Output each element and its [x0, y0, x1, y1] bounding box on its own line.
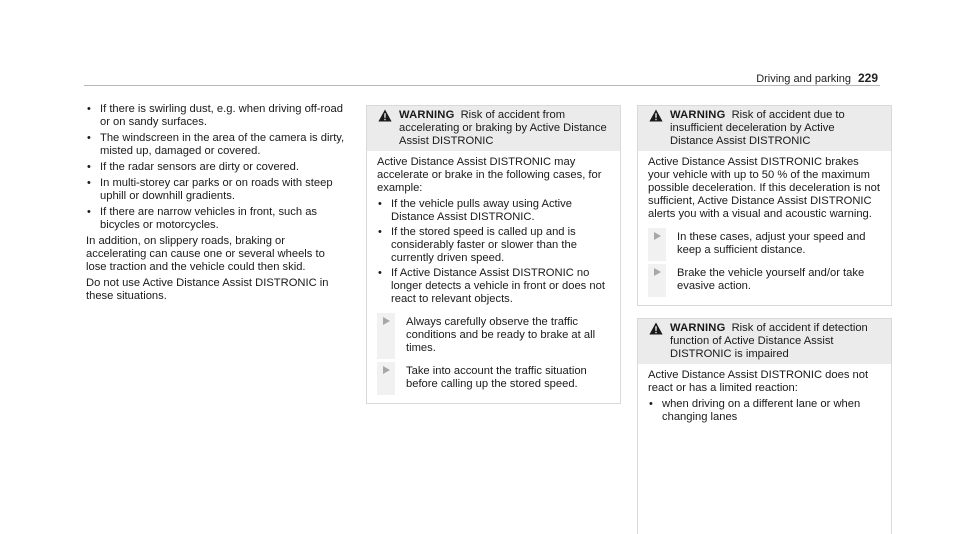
arrow-right-icon: [383, 317, 390, 325]
warning-bullet-list: [377, 198, 610, 306]
warning-heading: Risk of accident from accelerating or braking by Active Distance Assist DISTRONIC: [399, 109, 607, 147]
header-rule: [84, 85, 880, 86]
list-item: • If there is swirling dust, e.g. when driving off-road or on sandy surfaces.: [86, 103, 348, 129]
left-column: [86, 103, 348, 306]
list-item: • If the radar sensors are dirty or covered.: [86, 161, 348, 174]
section-title: Driving and parking: [756, 73, 851, 85]
instruction-step: [377, 365, 610, 391]
warning-header: [367, 106, 620, 151]
warning-box-insufficient-deceleration: [637, 105, 892, 306]
warning-triangle-icon: [649, 322, 663, 335]
list-item: • If Active Distance Assist DISTRONIC no longer detects a vehicle in front or does not react to relevant objects.: [377, 267, 610, 306]
warning-heading: Risk of accident if detection function of Active Distance Assist DISTRONIC is impaired: [670, 322, 868, 360]
step-text: Take into account the traffic situation before calling up the stored speed.: [406, 365, 587, 390]
instruction-step: [377, 316, 610, 355]
warning-header: [638, 319, 891, 364]
list-item: • when driving on a different lane or when changing lanes: [648, 398, 881, 424]
warning-label: WARNING: [399, 109, 455, 121]
paragraph-do-not-use: Do not use Active Distance Assist DISTRONIC in these situations.: [86, 277, 329, 302]
warning-label: WARNING: [670, 109, 726, 121]
page-header: [756, 71, 878, 85]
warning-bullet-list: [648, 398, 881, 424]
warning-intro: Active Distance Assist DISTRONIC may accelerate or brake in the following cases, for example:: [377, 156, 602, 194]
paragraph-slippery-roads: In addition, on slippery roads, braking or accelerating can cause one or several wheels to lose traction and the vehicle could then skid.: [86, 235, 325, 273]
warning-triangle-icon: [649, 109, 663, 122]
warning-intro: Active Distance Assist DISTRONIC does not react or has a limited reaction:: [648, 369, 869, 394]
warning-label: WARNING: [670, 322, 726, 334]
list-item: • If there are narrow vehicles in front, such as bicycles or motorcycles.: [86, 206, 348, 232]
step-text: Always carefully observe the traffic conditions and be ready to brake at all times.: [406, 316, 596, 354]
warning-box-accelerating-braking: [366, 105, 621, 404]
instruction-step: [648, 231, 881, 257]
page-number: 229: [857, 71, 878, 85]
list-item: • In multi-storey car parks or on roads with steep uphill or downhill gradients.: [86, 177, 348, 203]
instruction-step: [648, 267, 881, 293]
left-bullet-list: [86, 103, 348, 232]
step-text: Brake the vehicle yourself and/or take evasive action.: [677, 267, 865, 292]
warning-body: [638, 151, 891, 301]
step-text: In these cases, adjust your speed and keep a sufficient distance.: [677, 231, 866, 256]
warning-body: [638, 364, 891, 434]
list-item: • If the stored speed is called up and is considerably faster or slower than the currently driven speed.: [377, 226, 610, 265]
warning-box-detection-impaired: [637, 318, 892, 534]
warning-heading: Risk of accident due to insufficient deceleration by Active Distance Assist DISTRONIC: [670, 109, 845, 147]
warning-body: [367, 151, 620, 399]
arrow-right-icon: [383, 366, 390, 374]
list-item: • The windscreen in the area of the camera is dirty, misted up, damaged or covered.: [86, 132, 348, 158]
list-item: • If the vehicle pulls away using Active Distance Assist DISTRONIC.: [377, 198, 610, 224]
warning-text: Active Distance Assist DISTRONIC brakes your vehicle with up to 50 % of the maximum possible deceleration. If this deceleration is not sufficient, Active Distance Assist DISTRONIC alerts you with a visual and acoustic warning.: [648, 156, 880, 220]
warning-header: [638, 106, 891, 151]
warning-triangle-icon: [378, 109, 392, 122]
arrow-right-icon: [654, 268, 661, 276]
arrow-right-icon: [654, 232, 661, 240]
